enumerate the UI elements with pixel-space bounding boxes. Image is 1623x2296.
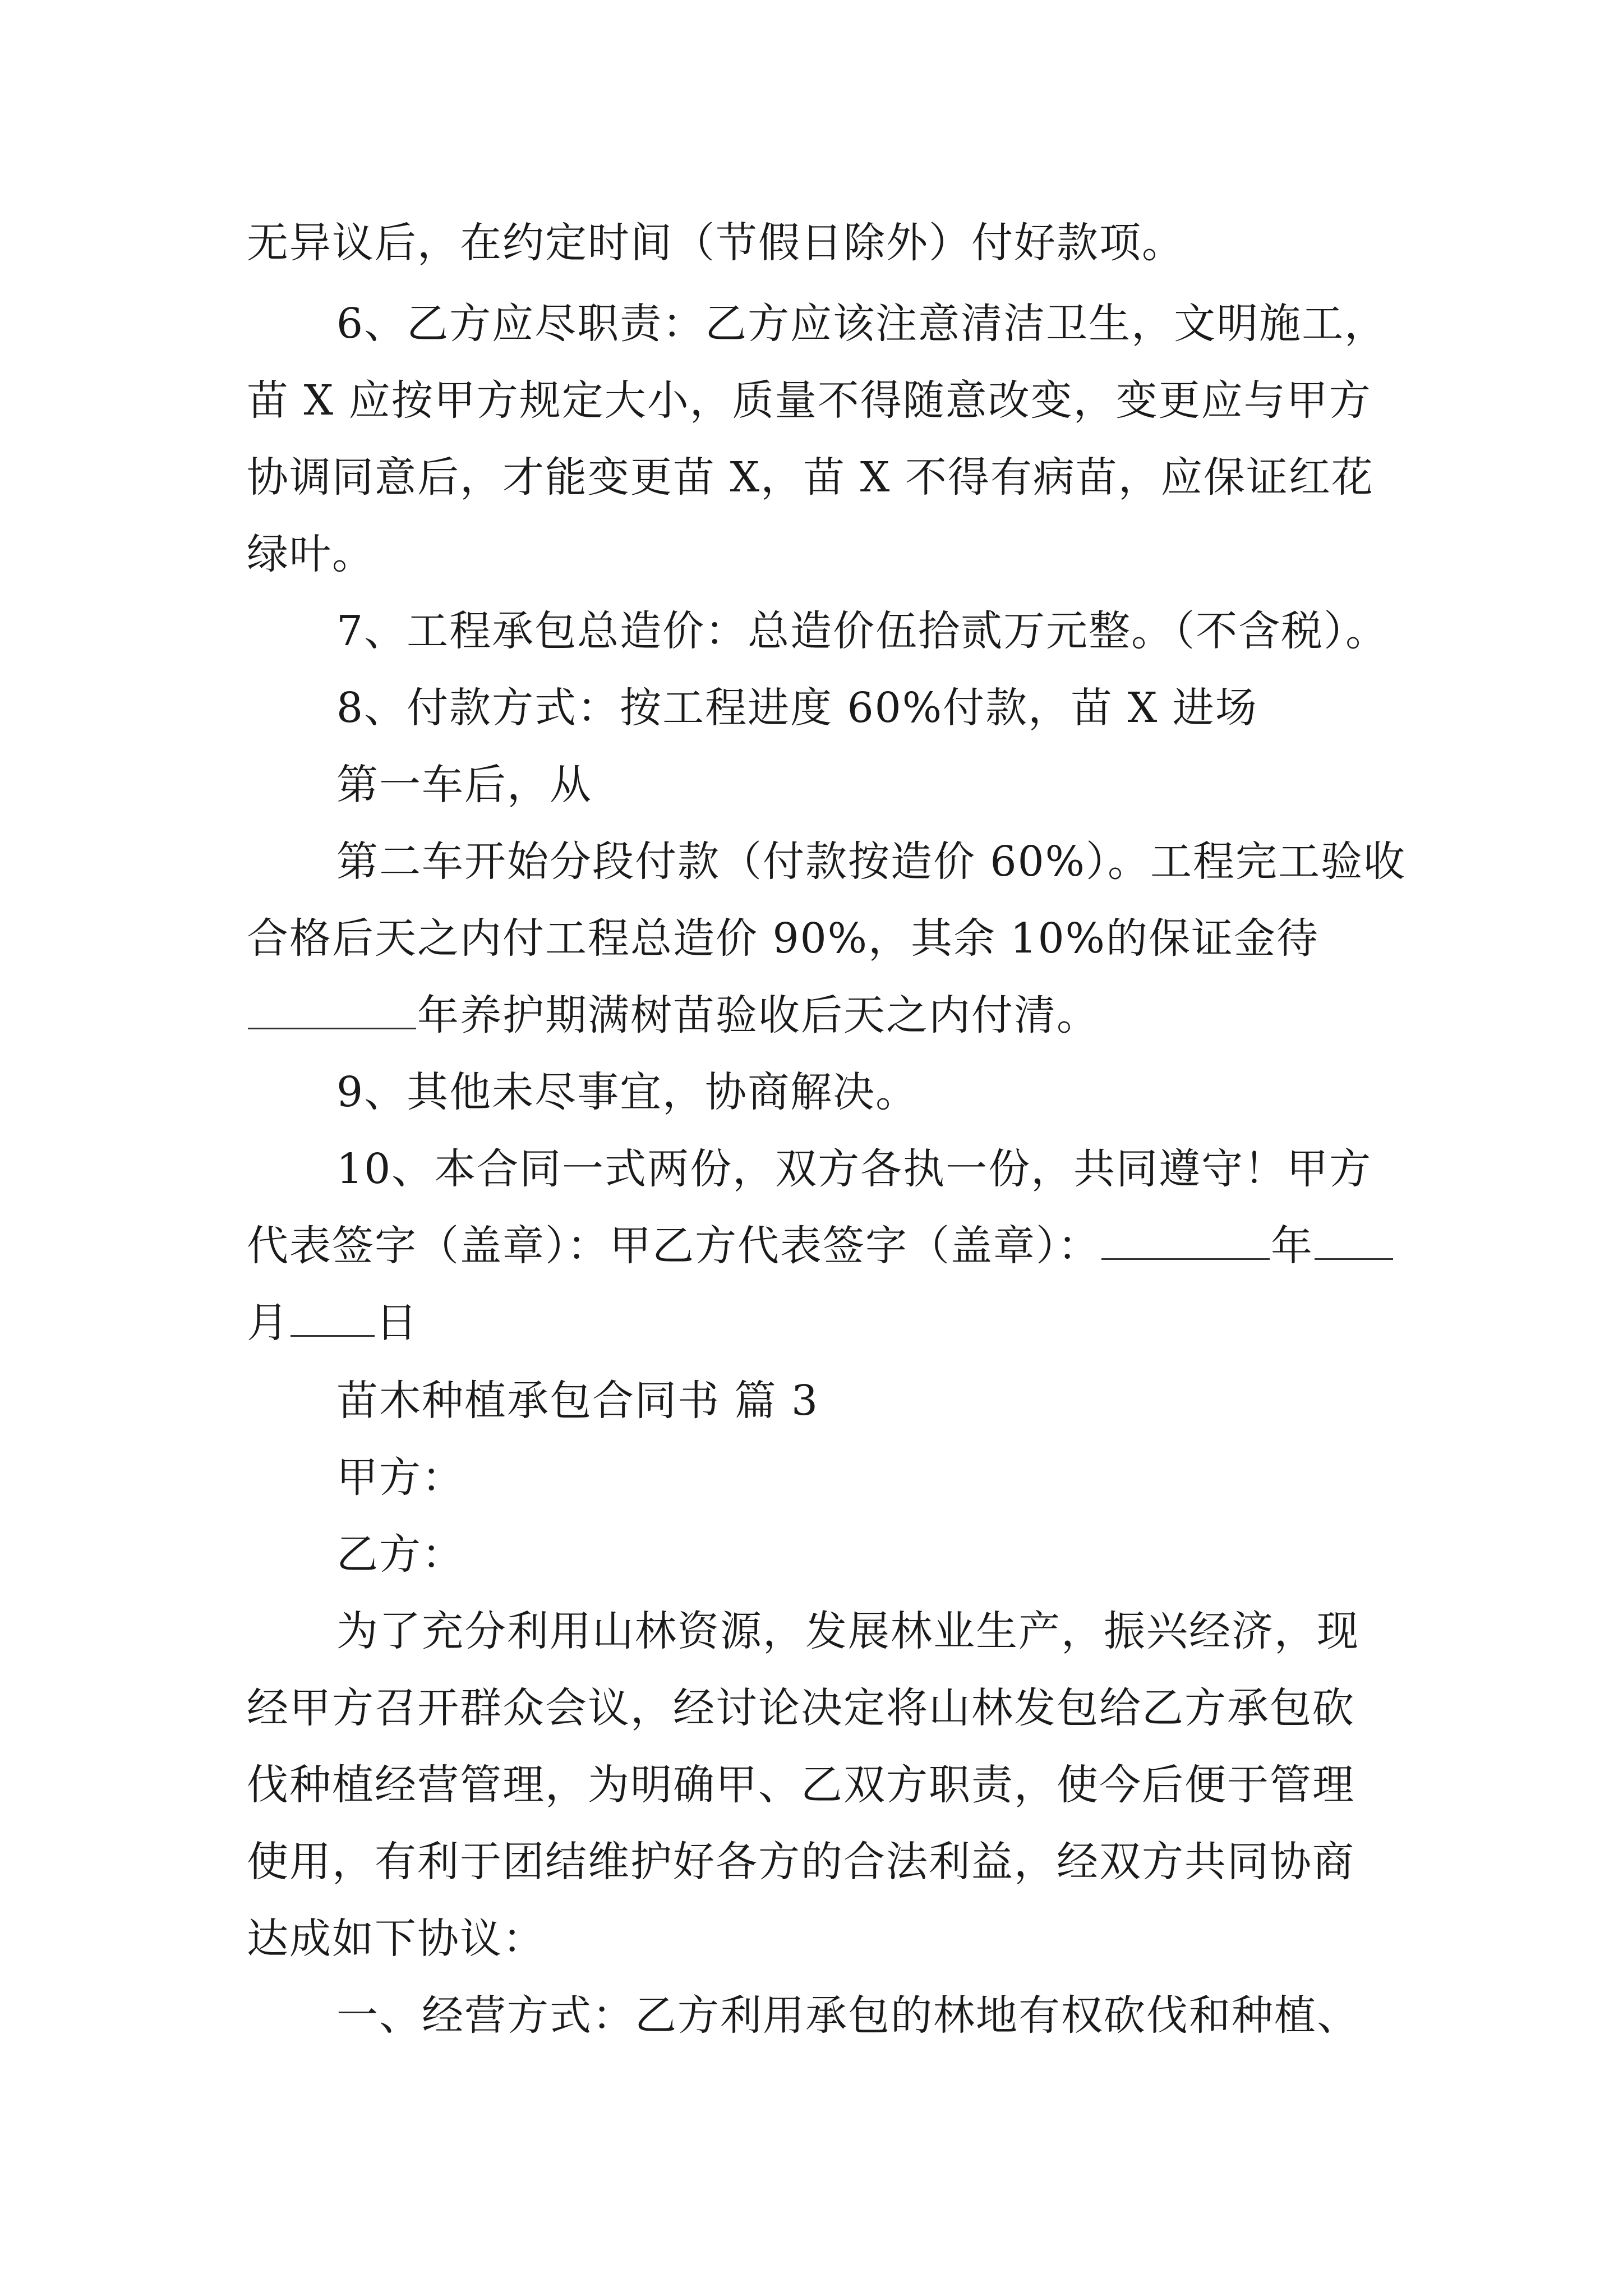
text-line [247,452,1374,503]
text-line [247,217,1184,269]
line-text: 年 [1271,1222,1313,1270]
text-line [247,913,1319,964]
text-line [247,528,375,580]
line-text: 甲方： [336,1453,464,1502]
text-line [336,836,1406,887]
fill-in-blank [291,1300,375,1337]
line-text: 协调同意后，才能变更苗 X，苗 X 不得有病苗，应保证红花 [247,453,1374,501]
line-text: 伐种植经营管理，为明确甲、乙双方职责，使今后便于管理 [247,1761,1355,1809]
text-line [247,990,1099,1041]
fill-in-blank [248,993,416,1029]
line-text: 8、付款方式：按工程进度 60%付款，苗 X 进场 [336,684,1258,732]
text-line [336,682,1258,734]
fill-in-blank [1101,1223,1270,1260]
text-line [336,1452,464,1503]
line-text: 月 [247,1299,289,1347]
line-text: 使用，有利于团结维护好各方的合法利益，经双方共同协商 [247,1838,1355,1886]
section-heading [336,1375,819,1427]
line-text: 一、经营方式：乙方利用承包的林地有权砍伐和种植、 [336,1991,1359,2040]
line-text: 第二车开始分段付款（付款按造价 60%）。工程完工验收 [336,838,1406,886]
line-text: 9、其他未尽事宜，协商解决。 [336,1068,919,1116]
line-text: 6、乙方应尽职责：乙方应该注意清洁卫生，文明施工， [336,300,1387,348]
line-text: 第一车后，从 [336,761,592,809]
text-line [336,1529,464,1580]
text-line [336,759,592,811]
text-line [336,1605,1359,1657]
line-text: 年养护期满树苗验收后天之内付清。 [417,991,1099,1039]
line-text: 乙方： [336,1530,464,1579]
text-line [247,375,1372,426]
fill-in-blank [1315,1223,1393,1260]
line-text: 绿叶。 [247,530,375,578]
line-text: 合格后天之内付工程总造价 90%，其余 10%的保证金待 [247,914,1319,963]
line-text: 苗 X 应按甲方规定大小，质量不得随意改变，变更应与甲方 [247,376,1372,425]
text-line [336,298,1387,349]
text-line [336,1066,918,1118]
text-line [247,1682,1355,1734]
text-line [336,605,1388,657]
text-line [336,1990,1359,2041]
text-line [247,1836,1355,1888]
line-text: 经甲方召开群众会议，经讨论决定将山林发包给乙方承包砍 [247,1684,1355,1732]
text-line [247,1220,1394,1272]
line-text: 代表签字（盖章）：甲乙方代表签字（盖章）： [247,1222,1100,1270]
line-text: 苗木种植承包合同书 篇 3 [336,1377,819,1425]
line-text: 为了充分利用山林资源，发展林业生产，振兴经济，现 [336,1607,1359,1655]
line-text: 无异议后，在约定时间（节假日除外）付好款项。 [247,219,1184,267]
line-text: 达成如下协议： [247,1915,545,1963]
text-line [247,1759,1355,1811]
line-text: 10、本合同一式两份，双方各执一份，共同遵守！甲方 [336,1145,1372,1193]
line-text: 7、工程承包总造价：总造价伍拾贰万元整。（不含税）。 [336,607,1389,655]
text-line [247,1297,418,1349]
line-text: 日 [376,1299,418,1347]
text-line [336,1143,1372,1195]
text-line [247,1913,545,1964]
